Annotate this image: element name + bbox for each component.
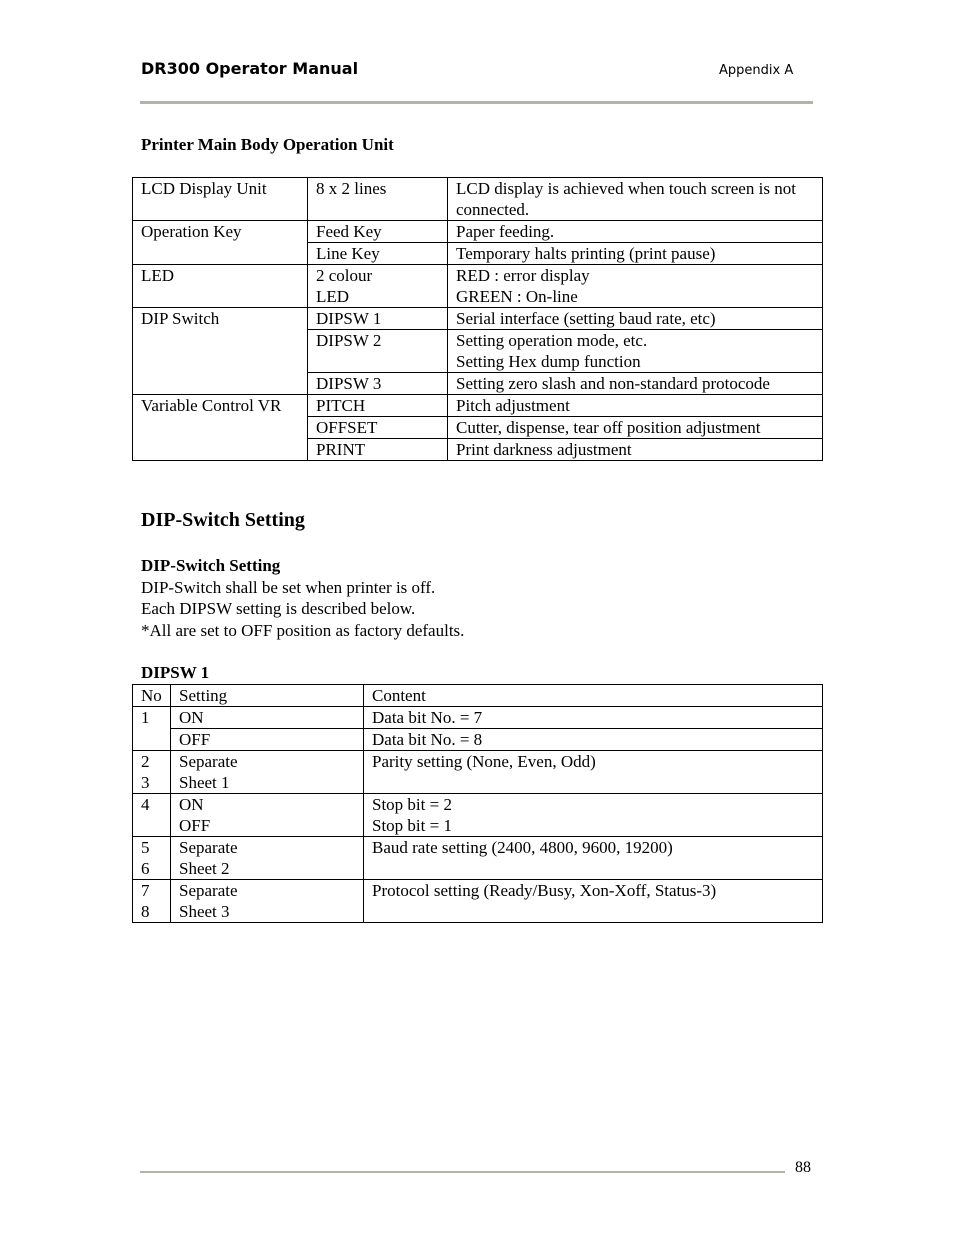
footer-rule bbox=[140, 1171, 785, 1173]
table-cell: Print darkness adjustment bbox=[448, 439, 823, 461]
cell-line: Stop bit = 2 bbox=[372, 795, 452, 814]
table-row bbox=[133, 880, 823, 923]
cell-line: Separate bbox=[179, 838, 238, 857]
table-cell: Operation Key bbox=[133, 221, 308, 243]
cell-line: RED : error display bbox=[456, 266, 590, 285]
cell-line: 8 bbox=[141, 902, 150, 921]
cell-line: Separate bbox=[179, 881, 238, 900]
table-cell: ON bbox=[171, 707, 364, 729]
table-cell: DIPSW 3 bbox=[308, 373, 448, 395]
table-cell bbox=[448, 330, 823, 373]
table-row bbox=[133, 243, 823, 265]
table-cell: Baud rate setting (2400, 4800, 9600, 19200) bbox=[364, 837, 823, 880]
dip-switch-instruction: Each DIPSW setting is described below. bbox=[141, 599, 416, 618]
table-row bbox=[133, 794, 823, 837]
cell-line: GREEN : On-line bbox=[456, 287, 578, 306]
table-cell bbox=[133, 439, 308, 461]
table-cell bbox=[133, 373, 308, 395]
table-cell bbox=[133, 751, 171, 794]
appendix-label: Appendix A bbox=[719, 63, 794, 78]
table-cell: PRINT bbox=[308, 439, 448, 461]
table-cell bbox=[133, 837, 171, 880]
cell-line: Setting operation mode, etc. bbox=[456, 331, 648, 350]
table-row bbox=[133, 178, 823, 221]
table-cell: LCD display is achieved when touch screen is not connected. bbox=[448, 178, 823, 221]
table-cell: PITCH bbox=[308, 395, 448, 417]
table-cell bbox=[133, 729, 171, 751]
table-cell: Pitch adjustment bbox=[448, 395, 823, 417]
header-cell: No bbox=[133, 685, 171, 707]
table-cell bbox=[171, 880, 364, 923]
table-cell bbox=[171, 837, 364, 880]
operation-unit-table bbox=[132, 177, 823, 461]
table-cell: Parity setting (None, Even, Odd) bbox=[364, 751, 823, 794]
header-rule bbox=[140, 101, 813, 104]
table-cell: Line Key bbox=[308, 243, 448, 265]
cell-line: Stop bit = 1 bbox=[372, 816, 452, 835]
table-cell: Data bit No. = 8 bbox=[364, 729, 823, 751]
table-row bbox=[133, 837, 823, 880]
table-row bbox=[133, 395, 823, 417]
table-cell bbox=[133, 880, 171, 923]
manual-title: DR300 Operator Manual bbox=[141, 59, 359, 78]
cell-line: ON bbox=[179, 795, 204, 814]
cell-line: Setting Hex dump function bbox=[456, 352, 641, 371]
header-cell: Setting bbox=[171, 685, 364, 707]
cell-line: 7 bbox=[141, 881, 150, 900]
table-header-row bbox=[133, 685, 823, 707]
table-cell: Cutter, dispense, tear off position adjustment bbox=[448, 417, 823, 439]
table-cell bbox=[448, 265, 823, 308]
table-row bbox=[133, 221, 823, 243]
cell-line: Sheet 3 bbox=[179, 902, 230, 921]
table-cell: OFF bbox=[171, 729, 364, 751]
table-cell: 8 x 2 lines bbox=[308, 178, 448, 221]
table-cell: DIP Switch bbox=[133, 308, 308, 330]
cell-line: 2 colour bbox=[316, 266, 373, 285]
table-cell bbox=[133, 243, 308, 265]
table-cell: Setting zero slash and non-standard protocode bbox=[448, 373, 823, 395]
table-row bbox=[133, 751, 823, 794]
table-cell: OFFSET bbox=[308, 417, 448, 439]
table-cell bbox=[133, 794, 171, 837]
table-cell: Temporary halts printing (print pause) bbox=[448, 243, 823, 265]
dip-switch-instruction: DIP-Switch shall be set when printer is off. bbox=[141, 578, 436, 597]
dip-switch-heading: DIP-Switch Setting bbox=[141, 509, 305, 531]
cell-line: 5 bbox=[141, 838, 150, 857]
table-cell: Data bit No. = 7 bbox=[364, 707, 823, 729]
table-row bbox=[133, 330, 823, 373]
header-cell: Content bbox=[364, 685, 823, 707]
cell-line: 3 bbox=[141, 773, 150, 792]
operation-unit-title: Printer Main Body Operation Unit bbox=[141, 135, 394, 154]
table-cell bbox=[308, 265, 448, 308]
cell-line: 6 bbox=[141, 859, 150, 878]
table-cell bbox=[133, 417, 308, 439]
table-row bbox=[133, 729, 823, 751]
table-row bbox=[133, 417, 823, 439]
table-cell: 1 bbox=[133, 707, 171, 729]
cell-line: Sheet 2 bbox=[179, 859, 230, 878]
dipsw1-label: DIPSW 1 bbox=[141, 663, 210, 682]
table-cell bbox=[171, 794, 364, 837]
dip-switch-instruction: *All are set to OFF position as factory defaults. bbox=[141, 621, 465, 640]
table-cell: Protocol setting (Ready/Busy, Xon-Xoff, Status-3) bbox=[364, 880, 823, 923]
cell-line: LED bbox=[316, 287, 350, 306]
table-row bbox=[133, 373, 823, 395]
table-cell: Feed Key bbox=[308, 221, 448, 243]
table-cell: LED bbox=[133, 265, 308, 308]
dipsw1-table bbox=[132, 684, 823, 923]
cell-line: 2 bbox=[141, 752, 150, 771]
table-cell: Serial interface (setting baud rate, etc) bbox=[448, 308, 823, 330]
table-cell: Paper feeding. bbox=[448, 221, 823, 243]
table-row bbox=[133, 707, 823, 729]
cell-line: Separate bbox=[179, 752, 238, 771]
table-row bbox=[133, 265, 823, 308]
table-cell: Variable Control VR bbox=[133, 395, 308, 417]
dip-switch-subheading: DIP-Switch Setting bbox=[141, 556, 281, 575]
page-number: 88 bbox=[795, 1159, 811, 1176]
cell-line: Sheet 1 bbox=[179, 773, 230, 792]
cell-line: OFF bbox=[179, 816, 211, 835]
table-cell: DIPSW 1 bbox=[308, 308, 448, 330]
table-row bbox=[133, 439, 823, 461]
table-cell bbox=[133, 330, 308, 373]
table-cell bbox=[171, 751, 364, 794]
table-cell: DIPSW 2 bbox=[308, 330, 448, 373]
table-cell: LCD Display Unit bbox=[133, 178, 308, 221]
table-row bbox=[133, 308, 823, 330]
table-cell bbox=[364, 794, 823, 837]
cell-line: 4 bbox=[141, 795, 150, 814]
